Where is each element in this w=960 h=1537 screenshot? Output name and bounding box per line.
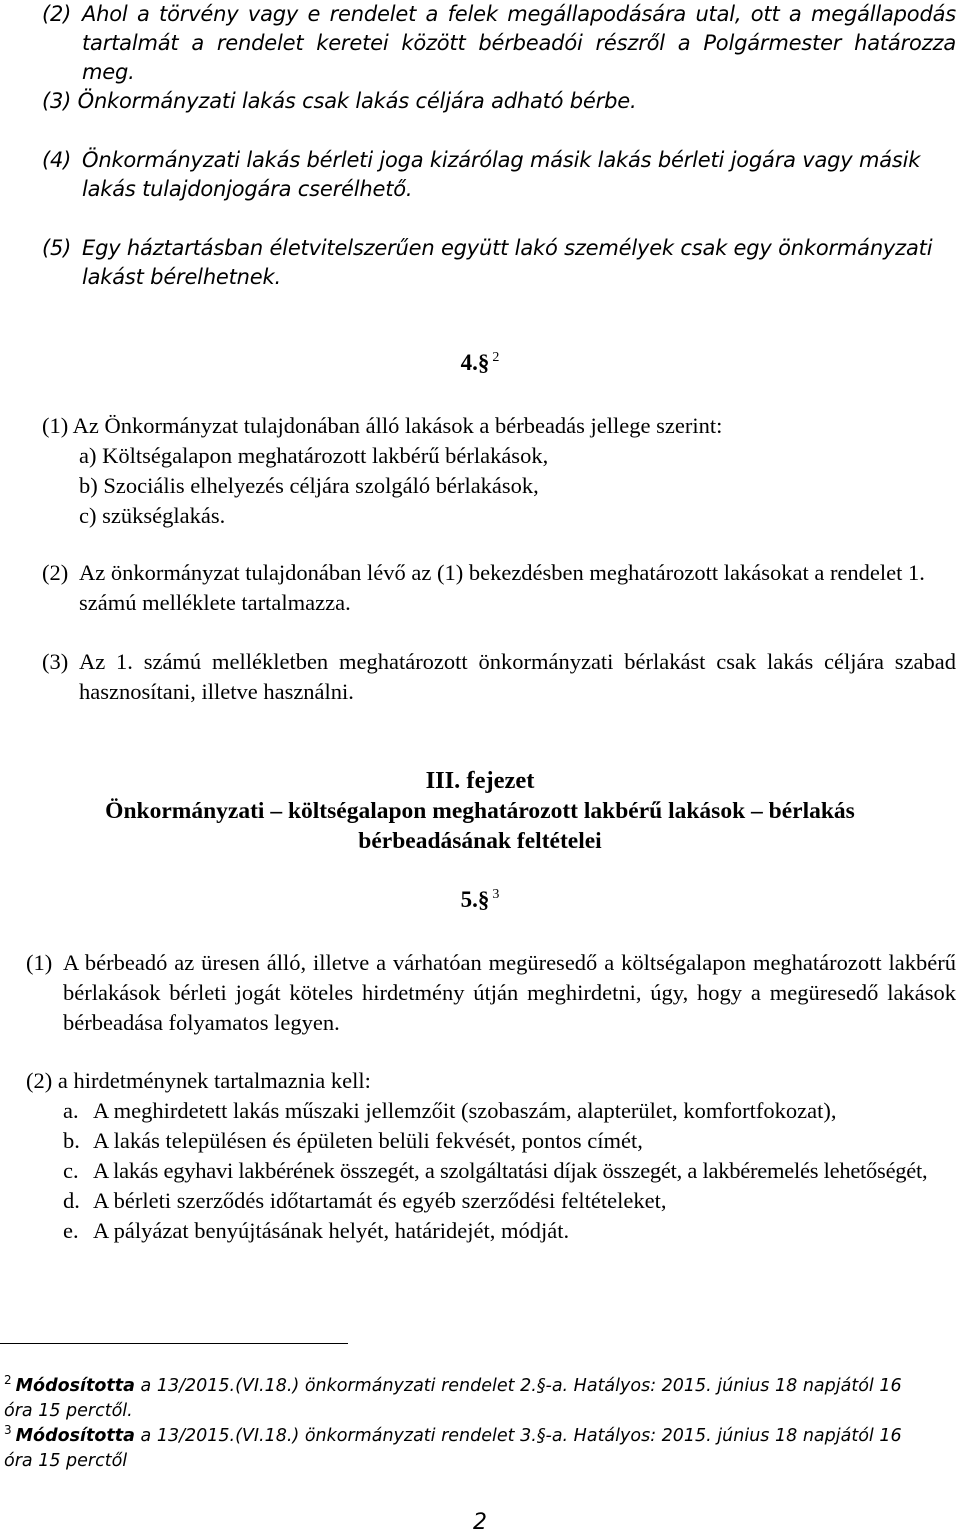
section-4-list — [79, 441, 956, 531]
list-item: b) Szociális elhelyezés céljára szolgáló bérlakások, — [79, 473, 539, 498]
section-5-paragraph-2: (2) a hirdetménynek tartalmaznia kell: — [26, 1068, 371, 1093]
footnote-ref: 2 — [492, 350, 500, 366]
paragraph-3-2 — [42, 0, 956, 87]
list-label: e. — [63, 1218, 79, 1243]
chapter-title-line2: bérbeadásának feltételei — [358, 828, 602, 854]
paragraph-text: Az 1. számú mellékletben meghatározott önkormányzati bérlakást csak lakás céljára szabad hasznosítani, illetve használni. — [79, 649, 956, 704]
paragraph-text: Ahol a törvény vagy e rendelet a felek megállapodására utal, ott a megállapodás tartalmát a rendelet keretei között bérbeadói részről a Polgármester határozza meg. — [82, 2, 956, 84]
paragraph-number: (5) — [42, 236, 72, 260]
list-item — [63, 1156, 956, 1186]
list-label: c. — [63, 1158, 79, 1183]
page-number: 2 — [473, 1510, 487, 1535]
footnote-text: a 13/2015.(VI.18.) önkormányzati rendelet 2.§-a. Hatályos: 2015. június 18 napjától 16 óra 15 perctől. — [4, 1375, 902, 1421]
footnote-text: a 13/2015.(VI.18.) önkormányzati rendelet 3.§-a. Hatályos: 2015. június 18 napjától 16 óra 15 perctől — [4, 1425, 902, 1471]
footnote — [4, 1368, 930, 1424]
footnote-number: 3 — [4, 1423, 12, 1437]
list-text: A lakás településen és épületen belüli fekvését, pontos címét, — [93, 1128, 643, 1153]
paragraph-number: (4) — [42, 148, 72, 172]
list-text: A pályázat benyújtásának helyét, határidejét, módját. — [93, 1218, 570, 1243]
section-4-paragraph-2 — [42, 558, 956, 618]
list-label: d. — [63, 1188, 80, 1213]
paragraph-3-4 — [42, 146, 956, 204]
paragraph-number: (2) — [42, 2, 72, 26]
section-5-list — [63, 1096, 956, 1246]
section-number: 4.§ — [460, 350, 490, 375]
footnote-number: 2 — [4, 1373, 12, 1387]
list-text: A bérleti szerződés időtartamát és egyéb szerződési feltételeket, — [93, 1188, 667, 1213]
list-item: c) szükséglakás. — [79, 503, 226, 528]
chapter-number: III. fejezet — [425, 767, 535, 794]
footnote — [4, 1418, 930, 1474]
paragraph-text: Egy háztartásban életvitelszerűen együtt lakó személyek csak egy önkormányzati lakást bérelhetnek. — [82, 236, 933, 289]
list-item — [63, 1096, 956, 1126]
paragraph-text: A bérbeadó az üresen álló, illetve a várhatóan megüresedő a költségalapon meghatározott lakbérű bérlakások bérleti jogát köteles hirdetmény útján meghirdetni, úgy, hogy a megüresedő lakások bérbeadása folyamatos legyen. — [63, 950, 956, 1035]
section-5-heading — [0, 887, 960, 913]
paragraph-3-5 — [42, 234, 956, 292]
paragraph-3-3: (3) Önkormányzati lakás csak lakás céljára adható bérbe. — [42, 89, 637, 113]
list-item — [63, 1216, 956, 1246]
section-4-paragraph-3 — [42, 647, 956, 707]
section-4-paragraph-1: (1) Az Önkormányzat tulajdonában álló lakások a bérbeadás jellege szerint: — [42, 413, 723, 438]
section-number: 5.§ — [460, 887, 490, 912]
list-item: a) Költségalapon meghatározott lakbérű bérlakások, — [79, 443, 549, 468]
list-item — [63, 1126, 956, 1156]
footnote-separator — [0, 1343, 348, 1344]
list-text: A lakás egyhavi lakbérének összegét, a szolgáltatási díjak összegét, a lakbéremelés lehetőségét, — [93, 1158, 928, 1183]
list-label: b. — [63, 1128, 80, 1153]
section-5-paragraph-1 — [26, 948, 956, 1038]
paragraph-number: (2) — [42, 560, 69, 585]
chapter-heading — [30, 766, 930, 856]
footnote-bold: Módosította — [15, 1375, 135, 1396]
footnote-ref: 3 — [492, 887, 500, 903]
paragraph-number: (3) — [42, 649, 69, 674]
footnote-bold: Módosította — [15, 1425, 135, 1446]
list-text: A meghirdetett lakás műszaki jellemzőit (szobaszám, alapterület, komfortfokozat), — [93, 1098, 837, 1123]
section-4-heading — [0, 350, 960, 376]
chapter-title-line1: Önkormányzati – költségalapon meghatározott lakbérű lakások – bérlakás — [105, 798, 855, 824]
list-label: a. — [63, 1098, 79, 1123]
paragraph-text: Az önkormányzat tulajdonában lévő az (1) bekezdésben meghatározott lakásokat a rendelet 1. számú melléklete tartalmazza. — [79, 560, 925, 615]
list-item — [63, 1186, 956, 1216]
paragraph-text: Önkormányzati lakás bérleti joga kizárólag másik lakás bérleti jogára vagy másik lakás tulajdonjogára cserélhető. — [82, 148, 921, 201]
paragraph-number: (1) — [26, 950, 53, 975]
